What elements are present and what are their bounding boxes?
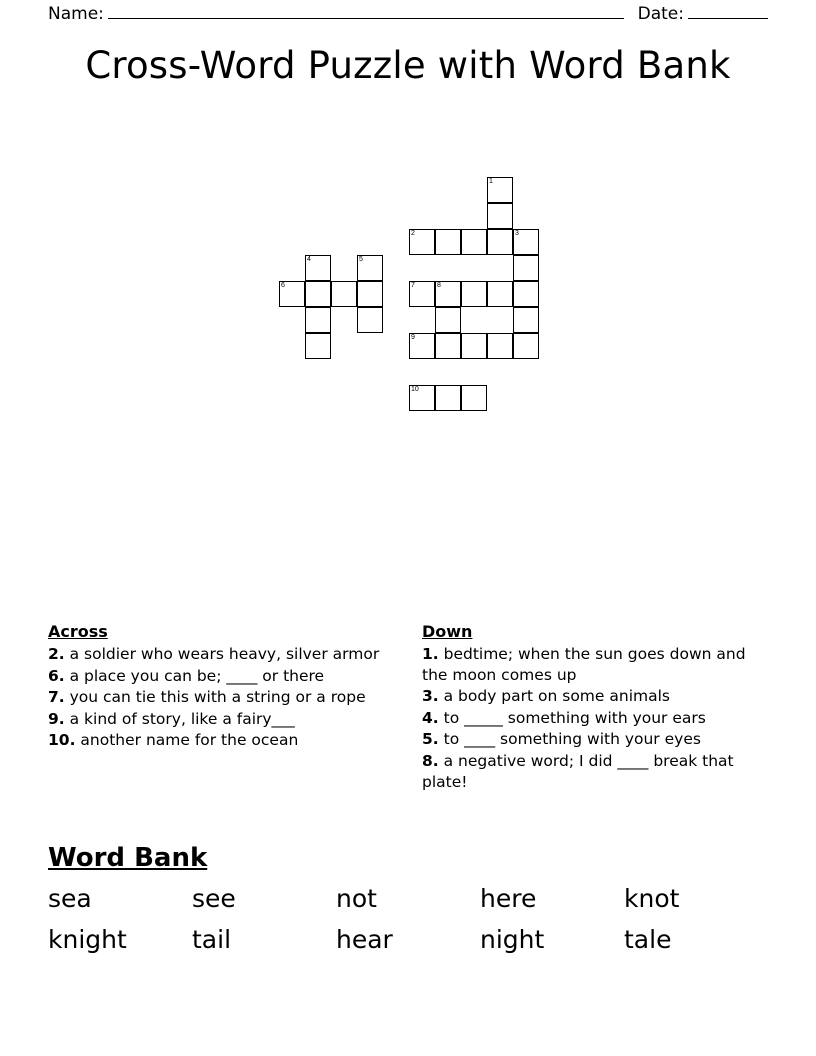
- clue-across-7: [48, 687, 408, 708]
- word-bank-item: hear: [336, 925, 393, 954]
- cell-number: 9: [411, 334, 415, 341]
- cell-number: 10: [411, 386, 419, 393]
- crossword-cell[interactable]: [435, 229, 461, 255]
- crossword-cell[interactable]: [461, 333, 487, 359]
- cell-number: 1: [489, 178, 493, 185]
- cell-number: 6: [281, 282, 285, 289]
- clue-down-4: [422, 708, 768, 729]
- crossword-grid[interactable]: [48, 177, 768, 437]
- clue-text: a kind of story, like a fairy___: [64, 709, 295, 728]
- word-bank-item: sea: [48, 884, 92, 913]
- crossword-cell[interactable]: [305, 281, 331, 307]
- down-heading: Down: [422, 622, 473, 641]
- clue-number: 3.: [422, 687, 439, 706]
- name-date-row: [48, 0, 768, 24]
- across-column: [48, 622, 408, 793]
- clue-across-6: [48, 666, 408, 687]
- word-bank-heading: Word Bank: [48, 843, 208, 873]
- clue-down-3: [422, 686, 768, 707]
- word-bank-item: knot: [624, 884, 680, 913]
- clue-number: 8.: [422, 752, 439, 771]
- crossword-cell-10[interactable]: [409, 385, 435, 411]
- crossword-cell[interactable]: [435, 385, 461, 411]
- crossword-cell-6[interactable]: [279, 281, 305, 307]
- date-label: Date:: [637, 4, 684, 24]
- crossword-cell[interactable]: [513, 333, 539, 359]
- clue-number: 1.: [422, 645, 439, 663]
- crossword-cell[interactable]: [435, 307, 461, 333]
- crossword-cell[interactable]: [487, 281, 513, 307]
- clue-number: 10.: [48, 731, 76, 750]
- clue-across-10: [48, 730, 408, 751]
- page-title: Cross-Word Puzzle with Word Bank: [85, 44, 731, 87]
- clue-text: bedtime; when the sun goes down and the moon comes up: [422, 645, 746, 684]
- crossword-cell[interactable]: [513, 307, 539, 333]
- crossword-cell-4[interactable]: [305, 255, 331, 281]
- clue-number: 5.: [422, 730, 439, 749]
- clue-text: another name for the ocean: [75, 731, 299, 750]
- clue-number: 4.: [422, 708, 439, 727]
- word-bank-list: [48, 881, 768, 957]
- clue-number: 7.: [48, 688, 65, 707]
- name-write-line[interactable]: [108, 6, 624, 19]
- cell-number: 2: [411, 230, 415, 237]
- across-heading: Across: [48, 622, 108, 641]
- clues-section: [48, 622, 768, 793]
- clue-text: to ____ something with your eyes: [438, 730, 701, 749]
- crossword-cell-9[interactable]: [409, 333, 435, 359]
- crossword-cell[interactable]: [461, 229, 487, 255]
- word-bank-item: tail: [192, 925, 232, 954]
- name-label: Name:: [48, 4, 104, 24]
- word-bank-item: not: [336, 884, 377, 913]
- crossword-cell-5[interactable]: [357, 255, 383, 281]
- clue-text: to _____ something with your ears: [438, 708, 706, 727]
- clue-across-2: [48, 644, 408, 665]
- crossword-cell[interactable]: [357, 281, 383, 307]
- clue-number: 6.: [48, 666, 65, 685]
- crossword-cell-7[interactable]: [409, 281, 435, 307]
- crossword-cell[interactable]: [487, 203, 513, 229]
- crossword-cell[interactable]: [305, 307, 331, 333]
- clue-down-8: [422, 751, 768, 792]
- down-column: [408, 622, 768, 793]
- date-write-line[interactable]: [688, 6, 768, 19]
- crossword-cell[interactable]: [357, 307, 383, 333]
- clue-down-1: [422, 644, 768, 685]
- crossword-cell[interactable]: [513, 281, 539, 307]
- cell-number: 3: [515, 230, 519, 237]
- clue-across-9: [48, 709, 408, 730]
- cell-number: 7: [411, 282, 415, 289]
- crossword-cell-1[interactable]: [487, 177, 513, 203]
- crossword-cell[interactable]: [487, 333, 513, 359]
- clue-down-5: [422, 729, 768, 750]
- crossword-cell[interactable]: [305, 333, 331, 359]
- cell-number: 8: [437, 282, 441, 289]
- clue-text: a place you can be; ____ or there: [64, 666, 325, 685]
- clue-text: a negative word; I did ____ break that plate!: [422, 752, 734, 791]
- crossword-cell[interactable]: [461, 281, 487, 307]
- cell-number: 5: [359, 256, 363, 263]
- crossword-cell-2[interactable]: [409, 229, 435, 255]
- word-bank-section: [48, 843, 768, 957]
- clue-text: a body part on some animals: [438, 687, 670, 706]
- crossword-cell[interactable]: [331, 281, 357, 307]
- crossword-cell-8[interactable]: [435, 281, 461, 307]
- clue-number: 9.: [48, 709, 65, 728]
- word-bank-item: knight: [48, 925, 127, 954]
- crossword-cell[interactable]: [435, 333, 461, 359]
- word-bank-item: here: [480, 884, 537, 913]
- word-bank-item: see: [192, 884, 236, 913]
- crossword-cell[interactable]: [461, 385, 487, 411]
- cell-number: 4: [307, 256, 311, 263]
- crossword-grid-area: [48, 177, 768, 477]
- crossword-cell[interactable]: [487, 229, 513, 255]
- clue-number: 2.: [48, 645, 65, 663]
- word-bank-item: tale: [624, 925, 672, 954]
- clue-text: a soldier who wears heavy, silver armor: [64, 645, 380, 663]
- crossword-cell-3[interactable]: [513, 229, 539, 255]
- clue-text: you can tie this with a string or a rope: [64, 688, 366, 707]
- word-bank-item: night: [480, 925, 545, 954]
- crossword-cell[interactable]: [513, 255, 539, 281]
